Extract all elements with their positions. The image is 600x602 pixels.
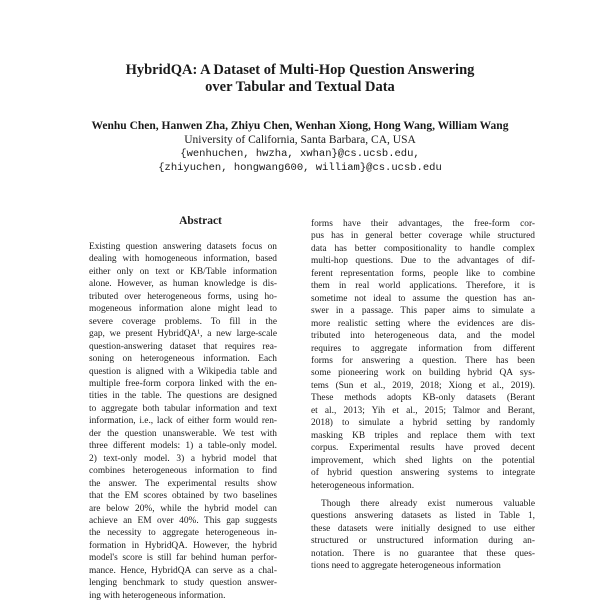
abstract-line: der the question unanswerable. We test with — [89, 428, 277, 439]
abstract-line: question is aligned with a Wikipedia table and — [89, 366, 277, 377]
intro-line: more realistic setting where the evidences are dis- — [311, 318, 535, 329]
intro-line: multi-hop questions. Due to the advantages of dif- — [311, 256, 535, 267]
intro-line: structured or unstructured information during an- — [311, 536, 535, 547]
intro-line: ferent representation forms, people like to combine — [311, 268, 535, 279]
abstract-line: the necessity to aggregate heterogeneous in- — [89, 528, 277, 539]
abstract-line: 2) text-only model. 3) a hybrid model that — [89, 453, 277, 464]
intro-line: masking KB triples and replace them with text — [311, 430, 535, 441]
email-line-2: {zhiyuchen, hongwang600, william}@cs.ucsb.edu — [158, 162, 442, 174]
intro-line: Though there already exist numerous valuable — [321, 498, 535, 509]
abstract-line: severe coverage problems. To fill in the — [89, 316, 277, 327]
abstract-line: to aggregate both tabular information and text — [89, 403, 277, 414]
intro-line: tions need to aggregate heterogeneous information — [311, 561, 501, 572]
abstract-line: soning on heterogeneous information. Each — [89, 354, 277, 365]
author-list: Wenhu Chen, Hanwen Zha, Zhiyu Chen, Wenhan Xiong, Hong Wang, William Wang — [91, 120, 509, 132]
abstract-line: gap, we present HybridQA¹, a new large-scale — [89, 329, 277, 340]
intro-line: corpus. Experimental results have proved decent — [311, 443, 535, 454]
intro-line: these datasets were initially designed to use either — [311, 523, 535, 534]
abstract-line: tities in the table. The questions are designed — [89, 391, 277, 402]
intro-line: requires to aggregate information from different — [311, 343, 535, 354]
abstract-line: lenging benchmark to study question answer- — [89, 578, 277, 589]
intro-line: forms have their advantages, the free-form cor- — [311, 219, 535, 229]
abstract-line: model's score is still far behind human perfor- — [89, 553, 277, 564]
title-line-1: HybridQA: A Dataset of Multi-Hop Question Answering — [125, 62, 475, 78]
abstract-line: multiple free-form corpora linked with the en- — [89, 378, 277, 389]
abstract-line: tributed over heterogeneous forms, using ho- — [89, 291, 277, 302]
intro-line: sometime not ideal to assume the question has an- — [311, 293, 535, 304]
abstract-line: either only on text or KB/Table information — [89, 266, 277, 277]
intro-line: et al., 2013; Yih et al., 2015; Talmor and Berant, — [311, 405, 535, 416]
intro-line: questions answering datasets as listed in Table 1, — [311, 511, 535, 522]
intro-line: data has better compositionality to handle complex — [311, 243, 535, 254]
abstract-line: mance. Hence, HybridQA can serve as a chal- — [89, 565, 277, 576]
intro-line: These methods adopts KB-only datasets (Berant — [311, 393, 535, 404]
abstract-line: mogeneous information alone might lead to — [89, 304, 277, 315]
abstract-line: question-answering dataset that requires rea- — [89, 341, 277, 352]
title-line-2: over Tabular and Textual Data — [205, 79, 395, 95]
email-line-1: {wenhuchen, hwzha, xwhan}@cs.ucsb.edu, — [180, 148, 420, 160]
abstract-heading: Abstract — [179, 215, 222, 227]
intro-line: notation. There is no guarantee that these ques- — [311, 548, 535, 559]
abstract-line: are below 20%, while the hybrid model can — [89, 503, 277, 514]
abstract-line: alone. However, as human knowledge is dis- — [89, 279, 277, 290]
abstract-body — [89, 241, 277, 602]
abstract-line: achieve an EM over 40%. This gap suggests — [89, 515, 277, 526]
intro-line: forms for answering a question. There has been — [311, 355, 535, 366]
intro-line: tributed into heterogeneous data, and the model — [311, 331, 535, 342]
abstract-line: that the EM scores obtained by two baselines — [89, 491, 277, 502]
intro-paragraph-1 — [311, 218, 535, 492]
abstract-line: dealing with homogeneous information, based — [89, 254, 277, 265]
introduction-column — [311, 218, 535, 573]
intro-line: of hybrid question answering systems to integrate — [311, 468, 535, 479]
intro-line: swer in a passage. This paper aims to simulate a — [311, 306, 535, 317]
intro-paragraph-2 — [311, 498, 535, 573]
abstract-line: information, i.e., lack of either form would ren- — [89, 416, 277, 427]
abstract-line: combines heterogeneous information to find — [89, 466, 277, 477]
intro-line: pus has in general better coverage while structured — [311, 231, 535, 242]
affiliation: University of California, Santa Barbara, CA, USA — [184, 134, 416, 146]
abstract-line: Existing question answering datasets focus on — [89, 242, 277, 252]
abstract-line: formation in HybridQA. However, the hybrid — [89, 540, 277, 551]
abstract-line: three different models: 1) a table-only model. — [89, 441, 277, 452]
intro-line: 2018) to simulate a hybrid setting by randomly — [311, 418, 535, 429]
paper-title — [0, 62, 600, 96]
intro-line: them in real world applications. Therefore, it is — [311, 281, 535, 292]
intro-line: tems (Sun et al., 2019, 2018; Xiong et al., 2019). — [311, 380, 535, 391]
intro-line: some pioneering work on building hybrid QA sys- — [311, 368, 535, 379]
abstract-line: ing with heterogeneous information. — [89, 590, 226, 601]
intro-line: improvement, which shed lights on the potential — [311, 455, 535, 466]
abstract-line: the answer. The experimental results show — [89, 478, 277, 489]
intro-line: heterogeneous information. — [311, 480, 415, 491]
